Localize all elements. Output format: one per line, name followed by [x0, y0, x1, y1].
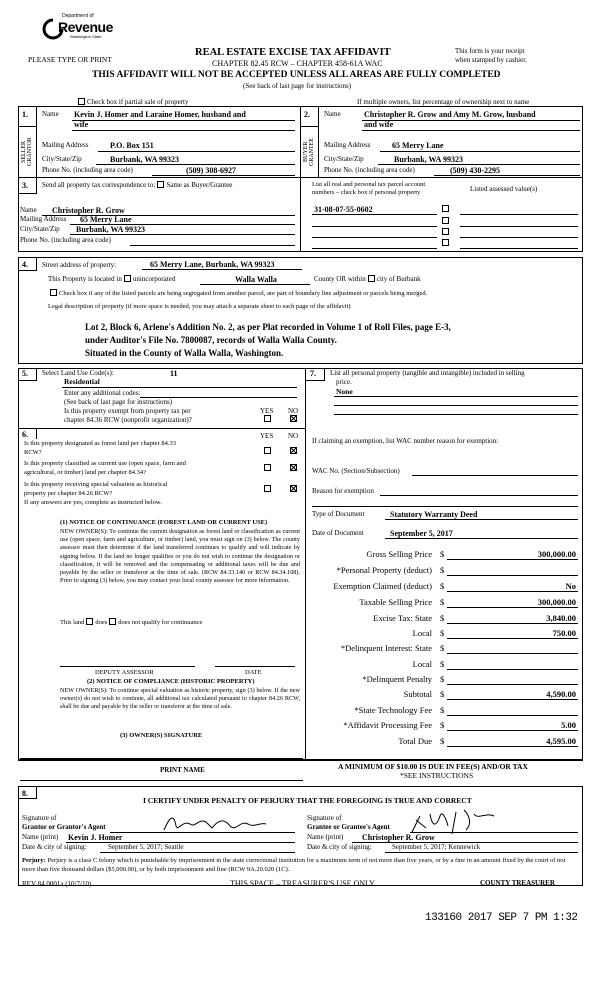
- owner-signature: (3) OWNER(S) SIGNATURE: [120, 732, 203, 739]
- tax-row-label: Subtotal: [403, 689, 432, 699]
- exempt-no-checkbox[interactable]: [290, 415, 297, 422]
- minimum-line-1: A MINIMUM OF $10.00 IS DUE IN FEE(S) AND/OR TAX: [338, 762, 528, 771]
- does-not-checkbox[interactable]: [109, 618, 116, 625]
- tax-row-value: 300,000.00: [537, 549, 576, 559]
- q2-line-1: Is this property classified as current use (open space, farm and: [24, 460, 186, 467]
- current-use-yes-checkbox[interactable]: [264, 464, 271, 471]
- tax-row-label: *Delinquent Penalty: [362, 674, 432, 684]
- county-name: Walla Walla: [235, 275, 277, 284]
- wac-label: WAC No. (Section/Subsection): [312, 467, 400, 475]
- grantor-date: September 5, 2017; Seattle: [108, 843, 184, 851]
- grantor-name-label: Name (print): [22, 833, 59, 841]
- parcel-3-personal-checkbox[interactable]: [442, 228, 449, 235]
- notice-2-title: (2) NOTICE OF COMPLIANCE (HISTORIC PROPERTY): [87, 678, 255, 685]
- tax-row-label: *Delinquent Interest: State: [340, 643, 432, 653]
- seller-side-label: SELLER GRANTOR: [21, 137, 33, 167]
- q1-line-2: RCW?: [24, 449, 42, 456]
- land-use-label: Select Land Use Code(s):: [42, 369, 114, 377]
- seller-phone: (509) 308-6927: [186, 166, 236, 175]
- s5-yes: YES: [260, 407, 274, 415]
- segregated-checkbox[interactable]: [50, 289, 57, 296]
- multiple-owners-note: If multiple owners, list percentage of ownership next to name: [357, 98, 530, 106]
- buyer-name-2: and wife: [364, 120, 394, 129]
- parcel-header-1: List all real and personal tax parcel account: [312, 181, 426, 188]
- s6-yes: YES: [260, 432, 274, 440]
- seller-phone-label: Phone No. (including area code): [42, 166, 133, 174]
- section-8-num: 8.: [22, 789, 28, 798]
- form-title: REAL ESTATE EXCISE TAX AFFIDAVIT: [195, 47, 391, 58]
- s3-city: Burbank, WA 99323: [76, 225, 145, 234]
- exempt-yes-checkbox[interactable]: [264, 415, 271, 422]
- tax-row-currency: $: [440, 674, 445, 684]
- grantee-sig-of: Signature of: [307, 814, 342, 822]
- seller-city-label: City/State/Zip: [42, 155, 82, 163]
- forest-no-checkbox[interactable]: [290, 447, 297, 454]
- s3-city-label: City/State/Zip: [20, 225, 60, 233]
- s3-name: Christopher R. Grow: [52, 206, 125, 215]
- tax-row-value: 4,590.00: [546, 689, 576, 699]
- does-checkbox[interactable]: [86, 618, 93, 625]
- buyer-name-1: Christopher R. Grow and Amy M. Grow, husband: [364, 110, 536, 119]
- located-row: This Property is located in unincorporated: [48, 275, 176, 283]
- tax-row-label: Gross Selling Price: [366, 549, 432, 559]
- tax-row-currency: $: [440, 720, 445, 730]
- section-5-num: 5.: [22, 369, 28, 378]
- deputy-date: DATE: [245, 669, 262, 676]
- treasurer-space: THIS SPACE – TREASURER'S USE ONLY: [230, 879, 375, 888]
- section-4-num: 4.: [22, 260, 28, 269]
- grantor-date-label: Date & city of signing:: [22, 843, 87, 851]
- form-instructions: (See back of last page for instructions): [243, 82, 352, 90]
- grantor-name: Kevin J. Homer: [68, 833, 123, 842]
- buyer-phone: (509) 430-2295: [450, 166, 500, 175]
- see-back-note: (See back of last page for instructions): [64, 398, 173, 406]
- logo-state: Washington State: [70, 34, 102, 39]
- logo-name: Revenue: [58, 19, 113, 35]
- tax-row-value: 4,595.00: [546, 736, 576, 746]
- section-3-num: 3.: [22, 181, 28, 190]
- form-chapter: CHAPTER 82.45 RCW – CHAPTER 458-61A WAC: [212, 59, 383, 68]
- notice-1-body: NEW OWNER(S): To continue the current designation as forest land or classification as current use (open space, farm and agriculture, or timber) land, you must sign on (3) below. The county assessor must then determine if the land transferred continues to qualify and will indicate by signing below. If the land no longer qualifies or you do not wish to continue the designation or classification, it will be removed and the compensating or additional taxes will be due and payable by the seller or transferor at the time of sale. (RCW 84.33.140 or RCW 84.34.108). Prior to signing (3) below, you may contact your local county assessor for more information.: [60, 528, 300, 585]
- reason-label: Reason for exemption: [312, 487, 374, 495]
- deputy-assessor: DEPUTY ASSESSOR: [95, 669, 154, 676]
- tax-row-currency: $: [440, 736, 445, 746]
- street-address: 65 Merry Lane, Burbank, WA 99323: [150, 260, 275, 269]
- tax-row-currency: $: [440, 597, 445, 607]
- tax-row-value: 750.00: [552, 628, 576, 638]
- personal-label-2: price.: [336, 378, 352, 386]
- q2-line-2: agricultural, or timber) land per chapter 84.34?: [24, 469, 147, 476]
- parcel-1: 31-08-07-55-0602: [314, 205, 373, 214]
- current-use-no-checkbox[interactable]: [290, 464, 297, 471]
- partial-sale-row: Check box if partial sale of property: [76, 98, 188, 106]
- s5-no: NO: [288, 407, 299, 415]
- tax-row-value: No: [565, 581, 576, 591]
- segregated-row: Check box if any of the listed parcels are being segregated from another parcel, are part of boundary line adjustment or parcels being merged.: [48, 289, 427, 297]
- parcel-1-personal-checkbox[interactable]: [442, 205, 449, 212]
- county-treasurer: COUNTY TREASURER: [480, 879, 555, 887]
- exempt-q-1: Is this property exempt from property tax per: [64, 407, 191, 415]
- grantor-agent-label: Grantor or Grantor's Agent: [22, 823, 106, 831]
- buyer-side-label: BUYER GRANTEE: [303, 138, 315, 166]
- grantee-date: September 5, 2017; Kennewick: [392, 843, 481, 851]
- tax-row-currency: $: [440, 689, 445, 699]
- tax-row-label: Local: [412, 659, 432, 669]
- rev-number: REV 84 0001a (10/7/10): [22, 880, 92, 888]
- seller-name-label: Name: [42, 110, 59, 118]
- tax-row-label: Local: [412, 628, 432, 638]
- buyer-city: Burbank, WA 99323: [394, 155, 463, 164]
- grantee-name-label: Name (print): [307, 833, 344, 841]
- tax-row-currency: $: [440, 613, 445, 623]
- buyer-name-label: Name: [324, 110, 341, 118]
- tax-row-value: 300,000.00: [537, 597, 576, 607]
- receipt-note-1: This form is your receipt: [455, 47, 525, 55]
- seller-name-2: wife: [74, 120, 89, 129]
- doc-date-label: Date of Document: [312, 529, 364, 537]
- s3-name-label: Name: [20, 206, 37, 214]
- exemption-label: If claiming an exemption, list WAC number reason for exemption:: [312, 437, 499, 445]
- section-7-num: 7.: [310, 369, 316, 378]
- notice-2-body: NEW OWNER(S): To continue special valuation as historic property, sign (3) below. If the new owner(s) do not wish to continue, all additional tax calculated pursuant to chapter 84.26 RCW, shall be due and payable by the seller or transferor at the time of sale.: [60, 687, 300, 711]
- section-2-num: 2.: [304, 110, 310, 119]
- tax-row-value: 5.00: [561, 720, 576, 730]
- tax-row-label: *Personal Property (deduct): [336, 565, 432, 575]
- minimum-line-2: *SEE INSTRUCTIONS: [400, 771, 474, 780]
- tax-row-value: 3,840.00: [546, 613, 576, 623]
- personal-value: None: [336, 387, 353, 396]
- buyer-city-label: City/State/Zip: [324, 155, 364, 163]
- tax-row-label: Taxable Selling Price: [359, 597, 432, 607]
- q1-line-1: Is this property designated as forest land per chapter 84.33: [24, 440, 176, 447]
- seller-name-1: Kevin J. Homer and Laraine Homer, husband and: [74, 110, 246, 119]
- tax-row-currency: $: [440, 549, 445, 559]
- continuance-row: This land does does not qualify for continuance: [60, 619, 203, 626]
- recording-stamp: 133160 2017 SEP 7 PM 1:32: [425, 912, 578, 924]
- print-name: PRINT NAME: [160, 766, 205, 774]
- legal-line-3: Situated in the County of Walla Walla, Washington.: [85, 348, 284, 358]
- legal-line-2: under Auditor's File No. 7800087, records of Walla Walla County.: [85, 335, 337, 345]
- notice-1-title: (1) NOTICE OF CONTINUANCE (FOREST LAND OR CURRENT USE): [60, 519, 268, 526]
- grantee-agent-label: Grantee or Grantee's Agent: [307, 823, 390, 831]
- additional-codes-label: Enter any additional codes:: [64, 389, 141, 397]
- city-checkbox[interactable]: [368, 275, 375, 282]
- personal-label-1: List all personal property (tangible and intangible) included in selling: [330, 369, 525, 377]
- grantor-sig-of: Signature of: [22, 814, 57, 822]
- s3-phone-label: Phone No. (including area code): [20, 236, 111, 244]
- historic-yes-checkbox[interactable]: [264, 485, 271, 492]
- land-use-code: 11: [170, 369, 178, 378]
- tax-row-label: *State Technology Fee: [354, 705, 432, 715]
- section-1-num: 1.: [22, 110, 28, 119]
- unincorporated-checkbox[interactable]: [124, 275, 131, 282]
- tax-row-label: Exemption Claimed (deduct): [333, 581, 432, 591]
- revenue-logo: [42, 13, 113, 44]
- tax-row-label: Total Due: [398, 736, 432, 746]
- parcel-2-personal-checkbox[interactable]: [442, 217, 449, 224]
- tax-row-currency: $: [440, 659, 445, 669]
- seller-city: Burbank, WA 99323: [110, 155, 179, 164]
- q-note: If any answers are yes, complete as instructed below.: [24, 499, 162, 506]
- seller-mailing-label: Mailing Address: [42, 141, 89, 149]
- county-or-row: County OR within city of Burbank: [314, 275, 421, 283]
- form-warning: THIS AFFIDAVIT WILL NOT BE ACCEPTED UNLESS ALL AREAS ARE FULLY COMPLETED: [92, 70, 501, 80]
- section-6-num: 6.: [22, 430, 28, 439]
- buyer-phone-label: Phone No. (including area code): [324, 166, 415, 174]
- logo-dept: Department of: [62, 13, 94, 19]
- land-use-name: Residential: [64, 377, 100, 386]
- q3-line-1: Is this property receiving special valuation as historical: [24, 481, 168, 488]
- s3-mailing-label: Mailing Address: [20, 215, 67, 223]
- tax-row-label: Excise Tax: State: [373, 613, 432, 623]
- parcel-header-2: numbers – check box if personal property: [312, 189, 421, 196]
- tax-row-currency: $: [440, 705, 445, 715]
- perjury-notice: Perjury: Perjury is a class C felony which is punishable by imprisonment in the state correctional institution for a maximum term of not more than five years, or by a fine in an amount fixed by the court of not more than five thousand dollars ($5,000.00), or by both imprisonment and fine (RCW 9A.20.020 (1C).: [22, 857, 566, 873]
- seller-mailing: P.O. Box 151: [110, 141, 154, 150]
- tax-row-currency: $: [440, 628, 445, 638]
- legal-label: Legal description of property (if more space is needed, you may attach a separate sheet to each page of the affidavit): [48, 303, 351, 310]
- doc-type: Statutory Warranty Deed: [390, 510, 478, 519]
- tax-row-currency: $: [440, 643, 445, 653]
- correspondence-row: Send all property tax correspondence to: Same as Buyer/Grantee: [42, 181, 233, 189]
- grantee-name: Christopher R. Grow: [362, 833, 435, 842]
- grantee-date-label: Date & city of signing:: [307, 843, 372, 851]
- receipt-note-2: when stamped by cashier.: [455, 56, 527, 64]
- s3-mailing: 65 Merry Lane: [80, 215, 132, 224]
- q3-line-2: property per chapter 84.26 RCW?: [24, 490, 113, 497]
- partial-sale-checkbox[interactable]: [78, 98, 85, 105]
- parcel-4-personal-checkbox[interactable]: [442, 239, 449, 246]
- doc-type-label: Type of Document: [312, 510, 365, 518]
- historic-no-checkbox[interactable]: [290, 485, 297, 492]
- tax-row-currency: $: [440, 565, 445, 575]
- exempt-q-2: chapter 84.36 RCW (nonprofit organization)?: [64, 416, 192, 424]
- tax-row-currency: $: [440, 581, 445, 591]
- doc-date: September 5, 2017: [390, 529, 453, 538]
- street-address-label: Street address of property:: [42, 261, 117, 269]
- tax-row-label: *Affidavit Processing Fee: [343, 720, 432, 730]
- print-note: PLEASE TYPE OR PRINT: [28, 55, 112, 64]
- certify-statement: I CERTIFY UNDER PENALTY OF PERJURY THAT THE FOREGOING IS TRUE AND CORRECT: [143, 796, 472, 805]
- buyer-mailing: 65 Merry Lane: [392, 141, 444, 150]
- legal-line-1: Lot 2, Block 6, Arlene's Addition No. 2, as per Plat recorded in Volume 1 of Roll Files, page E-3,: [85, 322, 451, 332]
- same-as-buyer-checkbox[interactable]: [157, 181, 164, 188]
- forest-yes-checkbox[interactable]: [264, 447, 271, 454]
- assessed-header: Listed assessed value(s): [470, 185, 538, 193]
- s6-no: NO: [288, 432, 299, 440]
- buyer-mailing-label: Mailing Address: [324, 141, 371, 149]
